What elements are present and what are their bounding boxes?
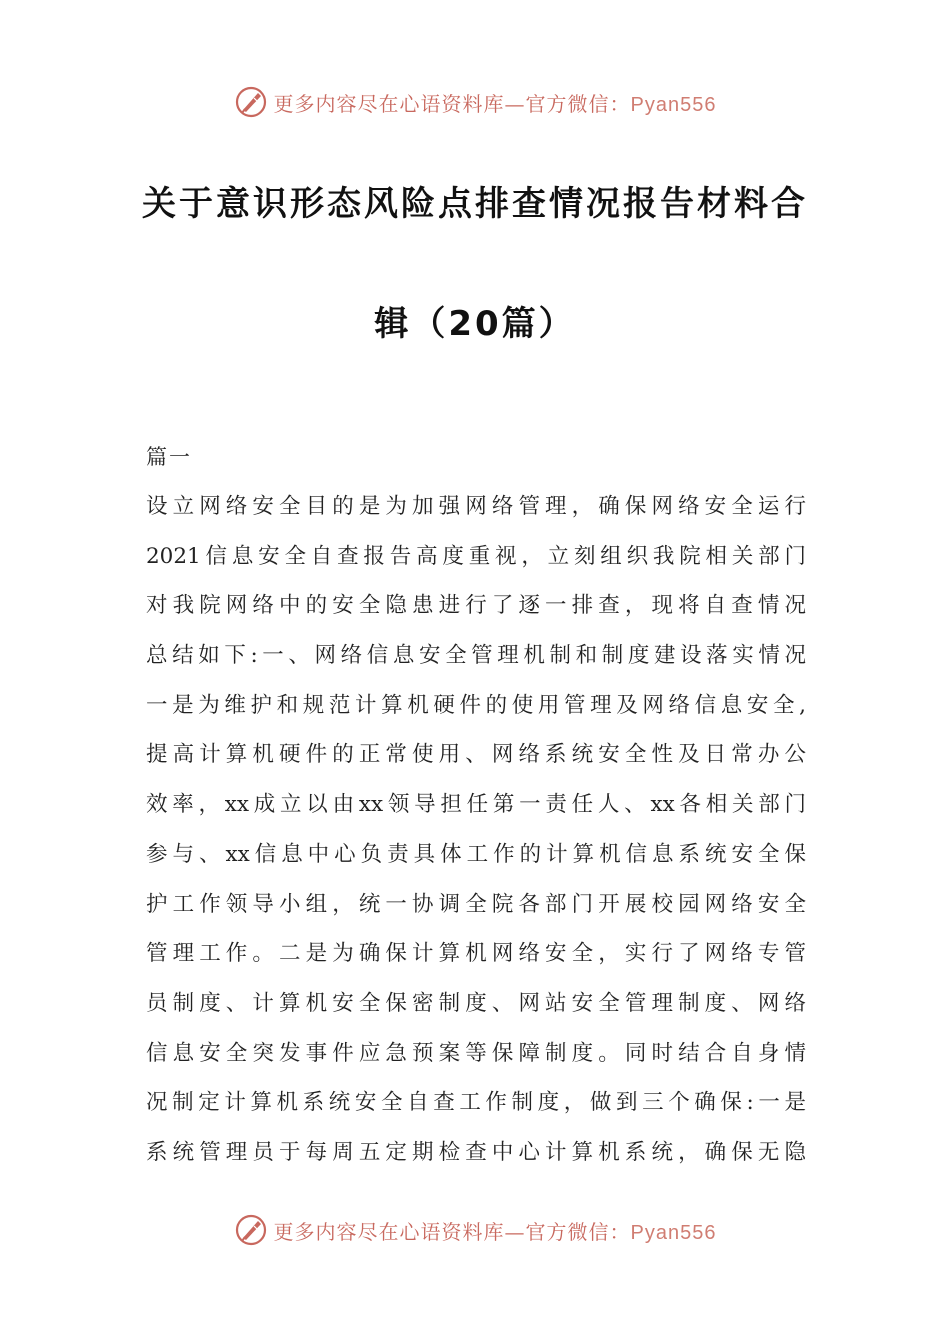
body-line: 参与、xx信息中心负责具体工作的计算机信息系统安全保 — [146, 841, 806, 867]
watermark-banner-bottom — [0, 1210, 950, 1250]
watermark-contact-id: Pyan556 — [630, 1221, 717, 1244]
watermark-separator: — — [504, 91, 526, 116]
body-line: 员制度、计算机安全保密制度、网站安全管理制度、网络 — [146, 990, 806, 1016]
body-line: 信息安全突发事件应急预案等保障制度。同时结合自身情 — [146, 1040, 806, 1066]
watermark-contact-label: 官方微信： — [525, 1219, 631, 1244]
watermark-banner-top — [0, 82, 950, 122]
body-line: 总结如下:一、网络信息安全管理机制和制度建设落实情况 — [146, 643, 806, 669]
watermark-contact-label: 官方微信： — [525, 91, 631, 116]
document-title-line-1: 关于意识形态风险点排查情况报告材料合 — [142, 184, 808, 224]
watermark-text — [274, 1216, 717, 1245]
body-line: 提高计算机硬件的正常使用、网络系统安全性及日常办公 — [146, 742, 806, 768]
watermark-separator: — — [504, 1219, 526, 1244]
watermark-site-text: 更多内容尽在心语资料库 — [273, 1219, 505, 1244]
body-line: 管理工作。二是为确保计算机网络安全，实行了网络专管 — [146, 941, 806, 967]
quill-logo-icon — [234, 1213, 268, 1247]
body-line: 系统管理员于每周五定期检查中心计算机系统，确保无隐 — [146, 1139, 806, 1165]
body-line: 况制定计算机系统安全自查工作制度，做到三个确保:一是 — [146, 1090, 806, 1116]
watermark-contact-id: Pyan556 — [630, 93, 717, 116]
body-line: 设立网络安全目的是为加强网络管理，确保网络安全运行 — [146, 494, 806, 519]
quill-logo-icon — [234, 85, 268, 119]
watermark-text — [274, 88, 717, 117]
body-line: 护工作领导小组，统一协调全院各部门开展校园网络安全 — [146, 891, 806, 917]
document-title-line-2: 辑（20篇） — [374, 304, 576, 344]
section-label: 篇一 — [146, 445, 192, 469]
body-line: 效率，xx成立以由xx领导担任第一责任人、xx各相关部门 — [146, 792, 806, 818]
body-line: 对我院网络中的安全隐患进行了逐一排查，现将自查情况 — [146, 593, 806, 619]
body-line: 一是为维护和规范计算机硬件的使用管理及网络信息安全, — [146, 692, 806, 718]
body-line: 2021信息安全自查报告高度重视，立刻组织我院相关部门 — [146, 543, 806, 569]
watermark-site-text: 更多内容尽在心语资料库 — [273, 91, 505, 116]
body-paragraph — [146, 482, 806, 1178]
